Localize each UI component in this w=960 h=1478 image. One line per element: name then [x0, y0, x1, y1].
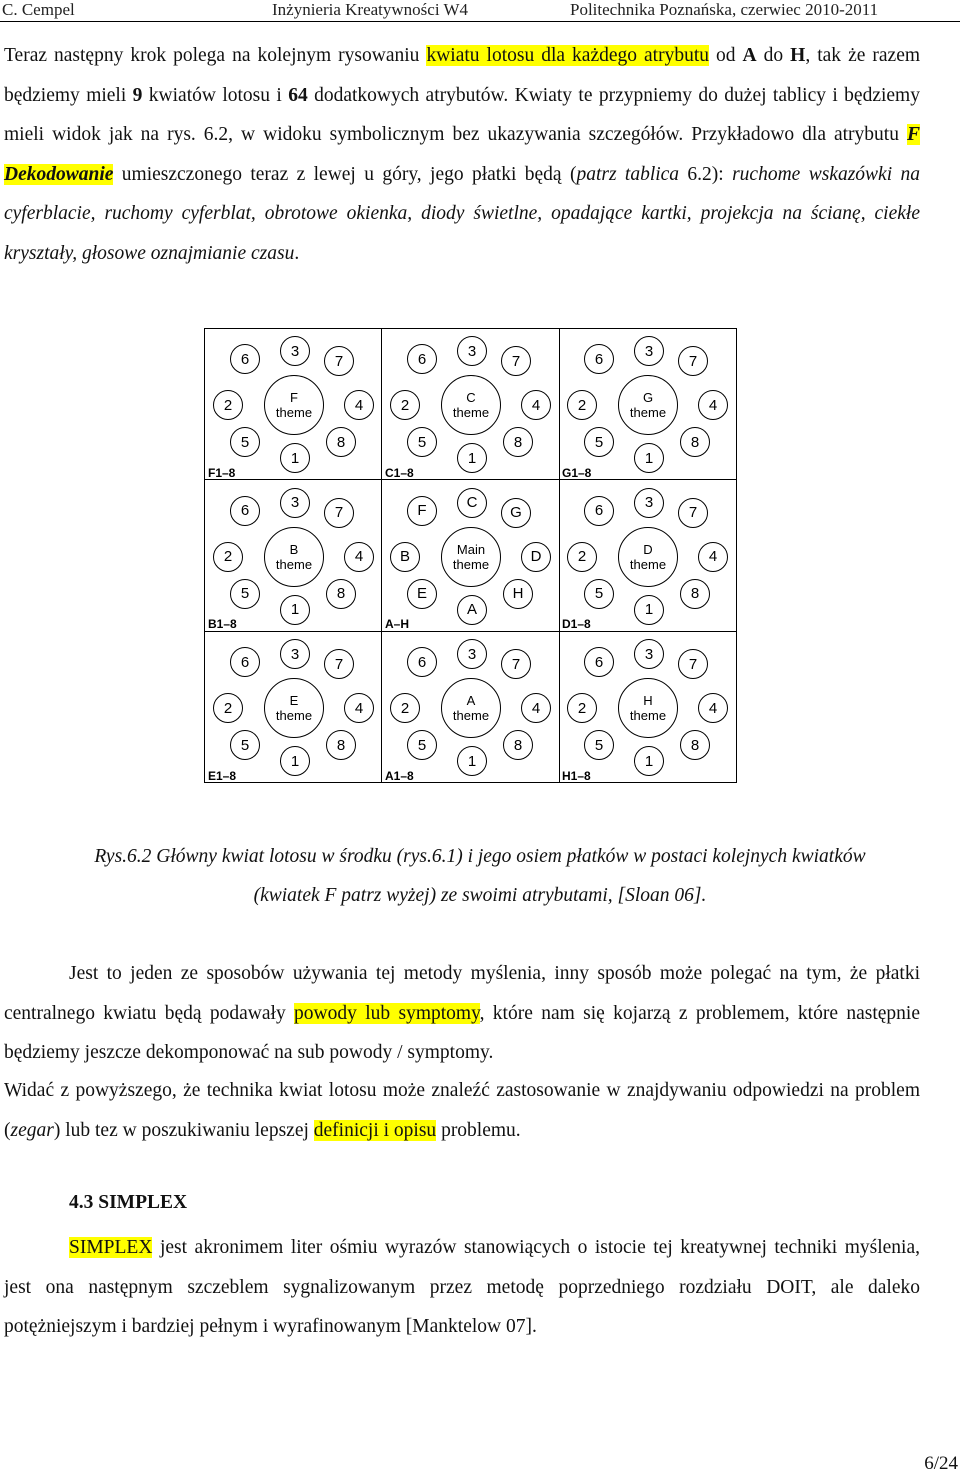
theme-text: theme [629, 405, 667, 420]
petal-circle: 6 [230, 647, 260, 677]
section-heading: 4.3 SIMPLEX [69, 1192, 188, 1213]
lotus-cell [205, 632, 383, 784]
petal-circle: 6 [407, 344, 437, 374]
highlight: powody lub symptomy [294, 1002, 480, 1024]
paragraph-application [4, 1071, 920, 1150]
petal-circle: 2 [567, 693, 597, 723]
theme-circle [441, 678, 501, 738]
lotus-cell [382, 329, 560, 481]
theme-text: A [466, 693, 476, 708]
petal-circle: 1 [457, 443, 487, 473]
text-run: od [709, 45, 743, 66]
italic-text: ruchome wskazówki na cyferblacie, ruchomy cyferblat, obrotowe okienka, diody świetlne, opadające kartki, projekcja na ścianę, ciekłe kryształy, głosowe oznajmianie czasu [4, 163, 920, 264]
theme-text: C [466, 390, 476, 405]
page-header [0, 0, 960, 22]
petal-circle: 6 [584, 647, 614, 677]
petal-circle: B [390, 542, 420, 572]
petal-circle: 8 [503, 730, 533, 760]
petal-circle: 7 [678, 649, 708, 679]
cell-label: A1–8 [385, 768, 414, 783]
bold-text: H [790, 45, 806, 66]
text-run: ) lub tez w poszukiwaniu lepszej [53, 1119, 314, 1141]
cell-label: F1–8 [208, 465, 236, 480]
petal-circle: 7 [678, 498, 708, 528]
lotus-cell [382, 632, 560, 784]
petal-circle: 7 [678, 346, 708, 376]
theme-circle [264, 375, 324, 435]
lotus-cell [559, 632, 737, 784]
text-run: 6.2): [679, 163, 733, 185]
petal-circle: 7 [501, 346, 531, 376]
petal-circle: 8 [680, 579, 710, 609]
cell-label: G1–8 [562, 465, 592, 480]
petal-circle: F [407, 496, 437, 526]
petal-circle: 3 [280, 639, 310, 669]
cell-label: C1–8 [385, 465, 414, 480]
theme-text: theme [629, 556, 667, 572]
petal-circle: 1 [634, 746, 664, 776]
theme-circle [441, 527, 501, 587]
theme-text: D [643, 541, 653, 557]
petal-circle: 6 [230, 344, 260, 374]
petal-circle: 3 [457, 639, 487, 669]
text-run: do [756, 45, 791, 66]
petal-circle: 7 [324, 346, 354, 376]
theme-text: theme [452, 405, 490, 420]
bold-text: 9 [132, 84, 143, 106]
petal-circle: 2 [213, 542, 243, 572]
petal-circle: 5 [584, 427, 614, 457]
lotus-cell [559, 481, 737, 633]
highlight-attribute: F Dekodowanie [4, 124, 920, 185]
petal-circle: 8 [680, 730, 710, 760]
theme-circle [618, 375, 678, 435]
theme-text: theme [629, 708, 667, 723]
text-run: Widać z powyższego, że technika kwiat lotosu może znaleźć zastosowanie w znajdywaniu odpowiedzi na problem ( [4, 1080, 920, 1141]
theme-circle [618, 527, 678, 587]
petal-circle: 1 [634, 595, 664, 625]
petal-circle: 7 [501, 649, 531, 679]
figure-caption-line-2: (kwiatek F patrz wyżej) ze swoimi atrybutami, [Sloan 06]. [253, 885, 707, 906]
theme-circle [264, 527, 324, 587]
petal-circle: 4 [698, 542, 728, 572]
bold-text: A [742, 45, 757, 66]
theme-text: F [290, 390, 298, 405]
petal-circle: 5 [230, 579, 260, 609]
petal-circle: 3 [280, 336, 310, 366]
theme-text: G [642, 390, 654, 405]
petal-circle: 4 [521, 390, 551, 420]
theme-text: E [289, 693, 299, 708]
petal-circle: 6 [584, 344, 614, 374]
petal-circle: 4 [344, 542, 374, 572]
petal-circle: 2 [213, 390, 243, 420]
petal-circle: 7 [324, 649, 354, 679]
header-institution: Politechnika Poznańska, czerwiec 2010-2011 [570, 0, 879, 19]
text-run: umieszczonego teraz z lewej u góry, jego płatki będą ( [113, 163, 577, 185]
theme-text: theme [275, 708, 313, 723]
highlight: SIMPLEX [69, 1237, 153, 1258]
text-run: kwiatów lotosu i [142, 84, 289, 106]
page-number: 6/24 [924, 1453, 958, 1474]
petal-circle: 6 [584, 496, 614, 526]
petal-circle: E [407, 579, 437, 609]
theme-text: B [289, 541, 299, 557]
petal-circle: 4 [344, 693, 374, 723]
cell-label: A–H [385, 617, 410, 632]
theme-text: Main [456, 541, 486, 557]
petal-circle: 4 [344, 390, 374, 420]
header-author: C. Cempel [2, 0, 75, 19]
petal-circle: 5 [230, 427, 260, 457]
petal-circle: 6 [407, 647, 437, 677]
petal-circle: 3 [634, 488, 664, 518]
petal-circle: 1 [634, 443, 664, 473]
petal-circle: 2 [567, 542, 597, 572]
figure-caption-line-1: Rys.6.2 Główny kwiat lotosu w środku (rys.6.1) i jego osiem płatków w postaci kolejnych kwiatków [94, 846, 866, 867]
petal-circle: 8 [680, 427, 710, 457]
text-run: , które nam się kojarzą z problemem, które następnie będziemy jeszcze dekomponować na sub powody / symptomy. [4, 1002, 920, 1063]
petal-circle: 8 [326, 730, 356, 760]
petal-circle: 3 [634, 336, 664, 366]
header-course: Inżynieria Kreatywności W4 [272, 0, 469, 19]
cell-label: E1–8 [208, 768, 237, 783]
petal-circle: 1 [457, 746, 487, 776]
petal-circle: 2 [390, 693, 420, 723]
petal-circle: 1 [280, 443, 310, 473]
petal-circle: 7 [324, 498, 354, 528]
petal-circle: 8 [326, 579, 356, 609]
intro-paragraph [4, 36, 920, 273]
petal-circle: 6 [230, 496, 260, 526]
highlight: definicji i opisu [313, 1119, 437, 1141]
petal-circle: A [457, 595, 487, 625]
lotus-cell [382, 481, 560, 633]
text-run: problemu. [436, 1119, 521, 1141]
petal-circle: 1 [280, 746, 310, 776]
text-run: jest akronimem liter ośmiu wyrazów stanowiących o istocie tej kreatywnej techniki myślenia, jest ona następnym szczeblem sygnalizowanym przez metodę poprzedniego rozdziału DOIT, ale daleko potężniejszym i bardziej pełnym i wyrafinowanym [Manktelow 07]. [4, 1237, 920, 1337]
header-rule [0, 21, 960, 22]
cell-label: B1–8 [208, 617, 237, 632]
petal-circle: 4 [698, 693, 728, 723]
theme-circle [441, 375, 501, 435]
theme-text: theme [452, 556, 490, 572]
theme-text: theme [275, 556, 313, 572]
text-run: Jest to jeden ze sposobów używania tej metody myślenia, inny sposób może polegać na tym, że płatki centralnego kwiatu będą podawały [4, 963, 920, 1024]
petal-circle: 2 [213, 693, 243, 723]
petal-circle: 3 [634, 639, 664, 669]
petal-circle: D [521, 542, 551, 572]
text-run: , tak że razem będziemy mieli [4, 45, 921, 106]
petal-circle: 4 [521, 693, 551, 723]
petal-circle: 1 [280, 595, 310, 625]
petal-circle: 3 [280, 488, 310, 518]
lotus-cell [205, 481, 383, 633]
lotus-cell [205, 329, 383, 481]
text-run: . [294, 242, 300, 264]
theme-text: theme [275, 405, 313, 420]
petal-circle: 5 [407, 730, 437, 760]
cell-label: D1–8 [562, 617, 591, 632]
paragraph-methods [4, 954, 920, 1073]
theme-circle [618, 678, 678, 738]
italic-text: zegar [10, 1119, 54, 1141]
lotus-flower-figure [204, 328, 737, 783]
petal-circle: 2 [567, 390, 597, 420]
text-run: Teraz następny krok polega na kolejnym rysowaniu [4, 45, 427, 66]
theme-text: theme [452, 708, 490, 723]
cell-label: H1–8 [562, 768, 591, 783]
petal-circle: 5 [230, 730, 260, 760]
petal-circle: G [501, 498, 531, 528]
petal-circle: 8 [326, 427, 356, 457]
text-run: dodatkowych atrybutów. Kwiaty te przypniemy do dużej tablicy i będziemy mieli widok jak na rys. 6.2, w widoku symbolicznym bez ukazywania szczegółów. Przykładowo dla atrybutu [4, 84, 920, 145]
highlight: kwiatu lotosu dla każdego atrybutu [426, 45, 710, 66]
lotus-cell [559, 329, 737, 481]
paragraph-simplex [4, 1228, 920, 1347]
petal-circle: H [503, 579, 533, 609]
petal-circle: 8 [503, 427, 533, 457]
theme-text: H [643, 693, 653, 708]
petal-circle: 3 [457, 336, 487, 366]
theme-circle [264, 678, 324, 738]
petal-circle: 5 [407, 427, 437, 457]
petal-circle: 2 [390, 390, 420, 420]
italic-text: patrz tablica [576, 163, 680, 185]
petal-circle: C [457, 488, 487, 518]
petal-circle: 4 [698, 390, 728, 420]
petal-circle: 5 [584, 579, 614, 609]
bold-text: 64 [288, 84, 308, 106]
petal-circle: 5 [584, 730, 614, 760]
